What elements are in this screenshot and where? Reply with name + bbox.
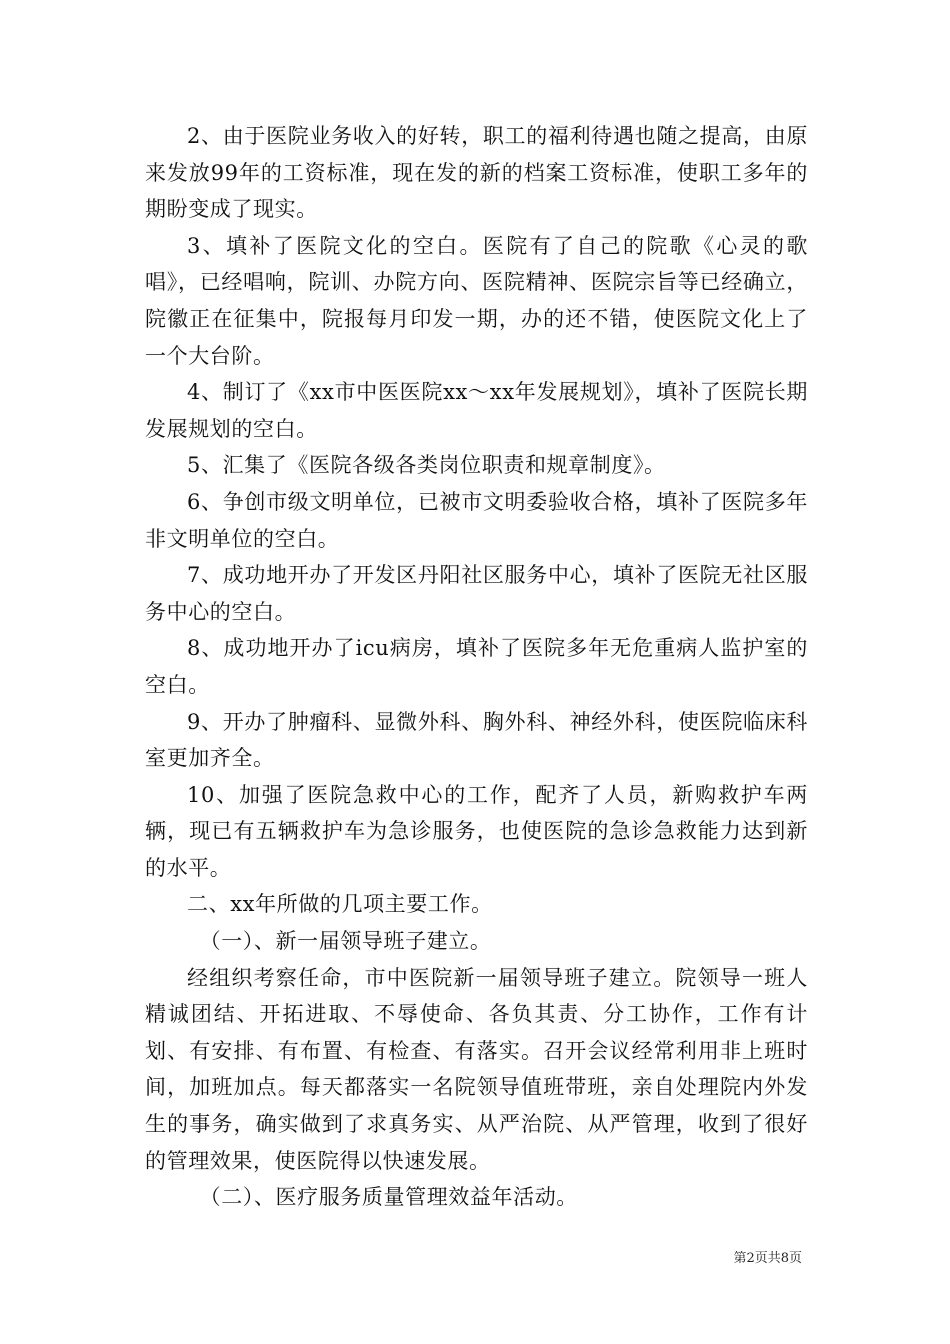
paragraph-item-7: 7、成功地开办了开发区丹阳社区服务中心，填补了医院无社区服务中心的空白。	[145, 563, 808, 624]
paragraph-item-2: 2、由于医院业务收入的好转，职工的福利待遇也随之提高，由原来发放99年的工资标准，现在发的新的档案工资标准，使职工多年的期盼变成了现实。	[145, 124, 808, 222]
paragraph-item-9: 9、开办了肿瘤科、显微外科、胸外科、神经外科，使医院临床科室更加齐全。	[145, 709, 808, 771]
paragraph-item-6: 6、争创市级文明单位，已被市文明委验收合格，填补了医院多年非文明单位的空白。	[145, 489, 808, 551]
paragraph-item-8: 8、成功地开办了icu病房，填补了医院多年无危重病人监护室的空白。	[145, 636, 808, 697]
section-heading-2: 二、xx年所做的几项主要工作。	[187, 892, 493, 917]
paragraph-item-4: 4、制订了《xx市中医医院xx～xx年发展规划》，填补了医院长期发展规划的空白。	[145, 380, 808, 441]
paragraph-leadership: 经组织考察任命，市中医院新一届领导班子建立。院领导一班人精诚团结、开拓进取、不辱使命、各负其责、分工协作，工作有计划、有安排、有布置、有检查、有落实。召开会议经常利用非上班时间，加班加点。每天都落实一名院领导值班带班，亲自处理院内外发生的事务，确实做到了求真务实、从严治院、从严管理，收到了很好的管理效果，使医院得以快速发展。	[145, 965, 808, 1173]
paragraph-item-10: 10、加强了医院急救中心的工作，配齐了人员，新购救护车两辆，现已有五辆救护车为急诊服务，也使医院的急诊急救能力达到新的水平。	[145, 782, 808, 880]
paragraph-item-3: 3、填补了医院文化的空白。医院有了自己的院歌《心灵的歌唱》，已经唱响，院训、办院方向、医院精神、医院宗旨等已经确立，院徽正在征集中，院报每月印发一期，办的还不错，使医院文化上了一个大台阶。	[145, 233, 808, 368]
document-body	[145, 118, 808, 1216]
subsection-heading-1: （一）、新一届领导班子建立。	[199, 929, 492, 954]
paragraph-item-5: 5、汇集了《医院各级各类岗位职责和规章制度》。	[187, 453, 666, 478]
subsection-heading-2: （二）、医疗服务质量管理效益年活动。	[199, 1185, 578, 1210]
page-number: 第2页共8页	[733, 1251, 802, 1266]
